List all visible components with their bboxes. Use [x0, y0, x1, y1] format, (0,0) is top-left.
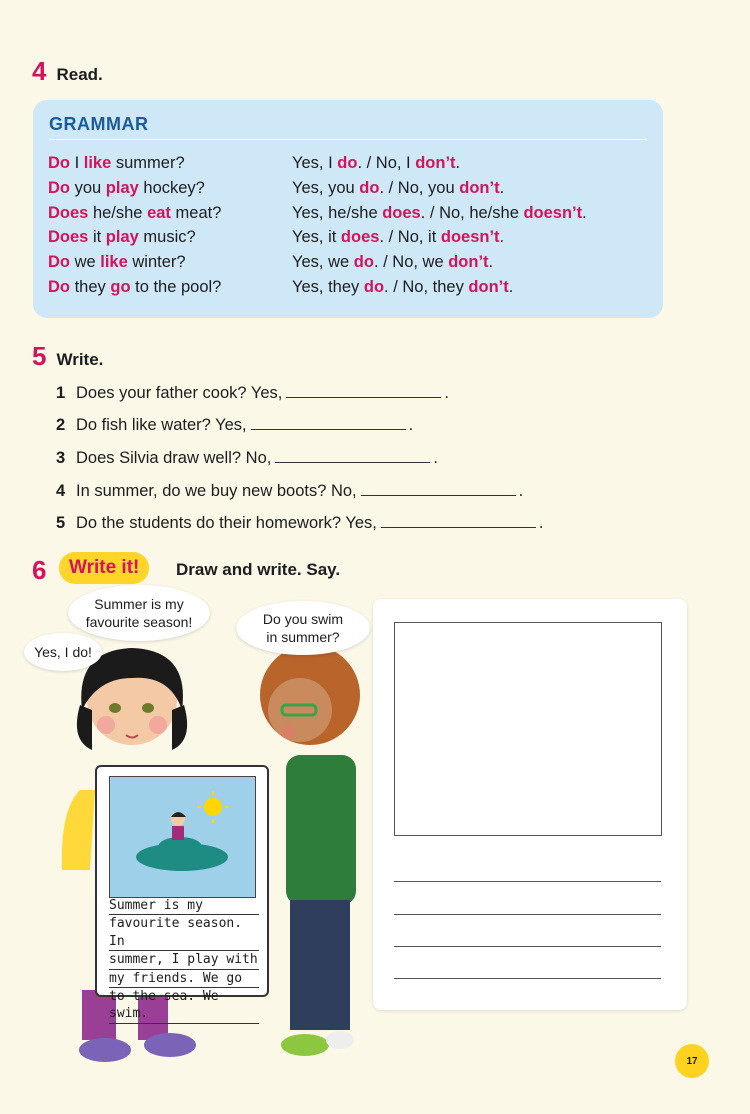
text-segment: . — [582, 203, 587, 222]
grammar-question — [48, 204, 221, 223]
grammar-answer — [292, 228, 504, 247]
grammar-row — [48, 154, 653, 178]
answer-blank[interactable] — [361, 481, 516, 496]
text-segment: Yes, they — [292, 278, 364, 296]
item-number: 2 — [56, 416, 66, 434]
bubble-text: Summer is my favourite season! — [85, 596, 193, 630]
highlighted-word: Do — [48, 154, 70, 172]
text-segment: . — [508, 278, 514, 296]
highlighted-word: does — [382, 203, 421, 222]
write-item: 2 Do fish like water? Yes, . — [56, 416, 414, 434]
poster-line: favourite season. In — [109, 915, 259, 951]
write-it-badge: Write it! — [59, 552, 149, 584]
text-segment: . / No, you — [379, 178, 460, 197]
grammar-row — [48, 204, 653, 228]
text-segment: Yes, it — [292, 228, 341, 247]
grammar-row — [48, 179, 653, 203]
highlighted-word: play — [105, 178, 139, 197]
text-segment: . / No, we — [373, 253, 449, 272]
text-segment: to the pool? — [130, 278, 222, 296]
answer-blank[interactable] — [286, 383, 441, 398]
highlighted-word: like — [100, 253, 128, 272]
writing-line[interactable] — [394, 914, 661, 915]
grammar-row — [48, 228, 653, 252]
highlighted-word: Does — [48, 228, 89, 247]
exercise-title: Read. — [56, 65, 103, 84]
highlighted-word: like — [83, 154, 112, 172]
text-segment: it — [88, 228, 106, 247]
text-segment: . — [488, 253, 494, 272]
highlighted-word: don’t — [415, 154, 456, 172]
highlighted-word: do — [359, 178, 380, 197]
text-segment: we — [70, 253, 101, 272]
speech-bubble-swim — [236, 601, 370, 655]
highlighted-word: don’t — [468, 278, 509, 296]
text-segment: music? — [138, 228, 196, 247]
grammar-answer — [292, 179, 504, 198]
highlighted-word: don’t — [459, 178, 500, 197]
writing-line[interactable] — [394, 978, 661, 979]
bubble-text: Yes, I do! — [34, 644, 92, 660]
page-number: 17 — [675, 1044, 709, 1078]
item-number: 5 — [56, 514, 66, 532]
highlighted-word: don’t — [448, 253, 489, 272]
swimming-girl-icon — [110, 777, 255, 897]
text-segment: Yes, he/she — [292, 203, 383, 222]
text-segment: they — [70, 278, 111, 296]
grammar-row — [48, 253, 653, 277]
text-segment: . / No, they — [384, 278, 469, 296]
poster-line: to the sea. We swim. — [109, 988, 259, 1024]
highlighted-word: Do — [48, 278, 70, 296]
grammar-box — [33, 100, 663, 318]
text-segment: Yes, we — [292, 253, 354, 272]
item-number: 1 — [56, 384, 66, 402]
highlighted-word: Do — [48, 253, 70, 272]
answer-blank[interactable] — [275, 448, 430, 463]
writing-line[interactable] — [394, 946, 661, 947]
exercise-instruction: Draw and write. Say. — [176, 560, 341, 579]
grammar-answer — [292, 253, 493, 272]
highlighted-word: doesn’t — [440, 228, 500, 247]
writing-line[interactable] — [394, 881, 661, 882]
drawing-card — [373, 599, 687, 1010]
exercise-number: 5 — [32, 341, 47, 371]
highlighted-word: does — [340, 228, 380, 247]
exercise-number: 4 — [32, 56, 47, 86]
poster-line: my friends. We go — [109, 970, 259, 988]
grammar-answer — [292, 204, 587, 223]
grammar-question — [48, 228, 196, 247]
write-item: 1 Does your father cook? Yes, . — [56, 384, 449, 402]
grammar-question — [48, 154, 185, 173]
grammar-row — [48, 278, 653, 302]
text-segment: Yes, I — [292, 154, 338, 172]
exercise-5-header — [32, 341, 103, 372]
poster-line: Summer is my — [109, 897, 259, 915]
exercise-title: Write. — [56, 350, 104, 369]
poster-line: summer, I play with — [109, 951, 259, 969]
poster — [95, 765, 269, 1022]
answer-blank[interactable] — [381, 513, 536, 528]
highlighted-word: Does — [48, 203, 89, 222]
bubble-text: Do you swim in summer? — [262, 611, 344, 645]
exercise-6-header — [32, 555, 46, 586]
highlighted-word: doesn’t — [523, 203, 583, 222]
grammar-answer — [292, 154, 460, 173]
text-segment: . — [455, 154, 461, 172]
item-number: 4 — [56, 482, 66, 500]
grammar-divider — [49, 139, 647, 140]
text-segment: he/she — [88, 203, 148, 222]
text-segment: meat? — [170, 203, 222, 222]
highlighted-word: do — [363, 278, 385, 296]
text-segment: I — [70, 154, 84, 172]
text-segment: winter? — [127, 253, 186, 272]
text-segment: . — [499, 228, 505, 247]
highlighted-word: do — [353, 253, 374, 272]
drawing-area[interactable] — [394, 622, 662, 836]
exercise-number: 6 — [32, 555, 47, 585]
grammar-question — [48, 278, 221, 297]
highlighted-word: Do — [48, 178, 70, 197]
item-question: Do fish like water? Yes, — [76, 416, 247, 434]
speech-bubble-yes — [24, 633, 102, 671]
text-segment: summer? — [111, 154, 185, 172]
highlighted-word: play — [105, 228, 139, 247]
text-segment: hockey? — [138, 178, 205, 197]
poster-picture — [109, 776, 256, 898]
item-question: Does Silvia draw well? No, — [76, 449, 272, 467]
item-question: Does your father cook? Yes, — [76, 384, 283, 402]
grammar-question — [48, 179, 205, 198]
highlighted-word: go — [110, 278, 131, 296]
text-segment: . / No, I — [357, 154, 416, 172]
grammar-answer — [292, 278, 513, 297]
write-item: 5 Do the students do their homework? Yes, . — [56, 514, 544, 532]
answer-blank[interactable] — [251, 415, 406, 430]
grammar-question — [48, 253, 186, 272]
grammar-heading: GRAMMAR — [49, 114, 149, 134]
write-item: 4 In summer, do we buy new boots? No, . — [56, 482, 524, 500]
highlighted-word: eat — [147, 203, 171, 222]
text-segment: . / No, it — [379, 228, 441, 247]
boy-illustration — [260, 645, 360, 1056]
poster-text — [109, 897, 259, 1024]
text-segment: Yes, you — [292, 178, 360, 197]
highlighted-word: do — [337, 154, 358, 172]
item-number: 3 — [56, 449, 66, 467]
exercise-4-header — [32, 56, 103, 87]
item-question: Do the students do their homework? Yes, — [76, 514, 377, 532]
speech-bubble-summer — [68, 585, 210, 641]
item-question: In summer, do we buy new boots? No, — [76, 482, 357, 500]
text-segment: you — [70, 178, 106, 197]
write-item: 3 Does Silvia draw well? No, . — [56, 449, 438, 467]
text-segment: . — [499, 178, 505, 197]
text-segment: . / No, he/she — [420, 203, 524, 222]
